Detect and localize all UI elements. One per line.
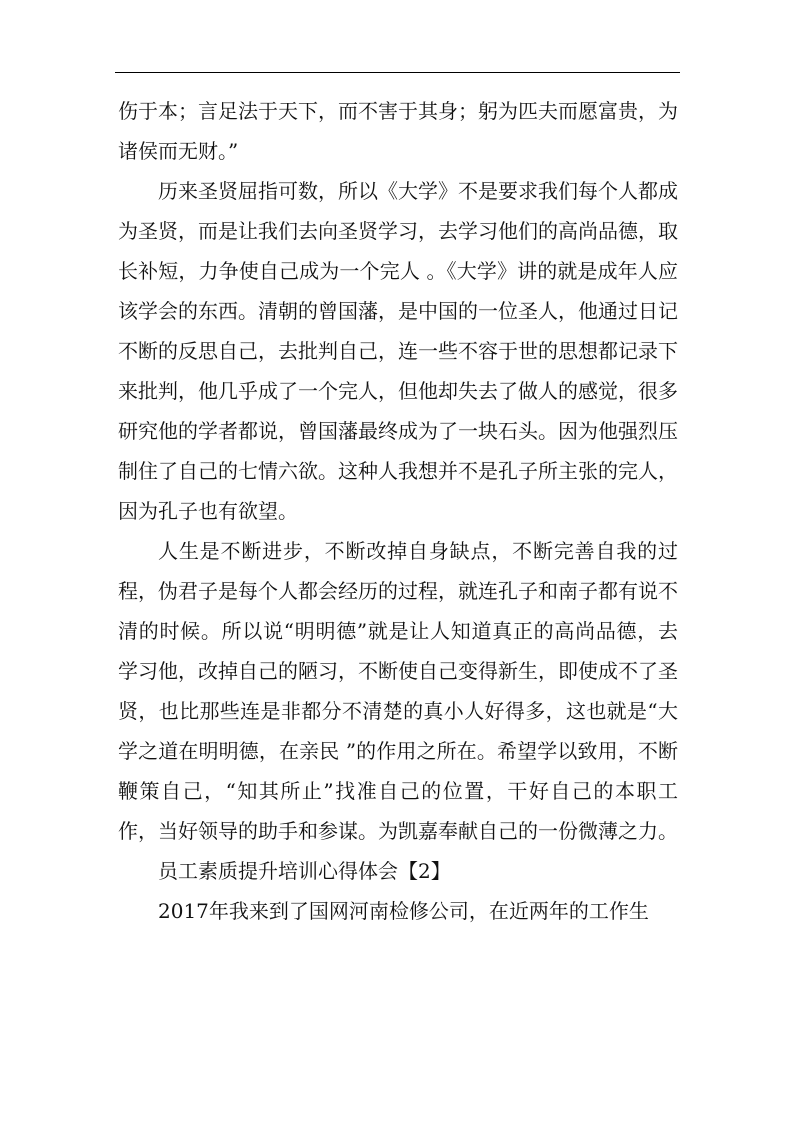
paragraph-intro-2017: 2017年我来到了国网河南检修公司，在近两年的工作生 [158, 899, 649, 923]
section-heading: 员工素质提升培训心得体会【2】 [158, 859, 451, 883]
document-body [118, 91, 678, 931]
paragraph-sages: 历来圣贤屈指可数，所以《大学》不是要求我们每个人都成为圣贤，而是让我们去向圣贤学习，去学习他们的高尚品德，取长补短，力争使自己成为一个完人 。《大学》讲的就是成年人应该学会的东西。清朝的曾国藩，是中国的一位圣人，他通过日记不断的反思自己，去批判自己，连一些不容于世的思想都记录下来批判，他几乎成了一个完人，但他却失去了做人的感觉，很多研究他的学者都说，曾国藩最终成为了一块石头。因为他强烈压制住了自己的七情六欲。这种人我想并不是孔子所主张的完人，因为孔子也有欲望。 [118, 179, 678, 523]
header-rule [115, 72, 680, 73]
paragraph-life-progress: 人生是不断进步，不断改掉自身缺点，不断完善自我的过程，伪君子是每个人都会经历的过程，就连孔子和南子都有说不清的时候。所以说“明明德”就是让人知道真正的高尚品德，去学习他，改掉自己的陋习，不断使自己变得新生，即使成不了圣贤，也比那些连是非都分不清楚的真小人好得多，这也就是“大学之道在明明德，在亲民 ”的作用之所在。希望学以致用，不断鞭策自己，“知其所止”找准自己的位置，干好自己的本职工作，当好领导的助手和参谋。为凯嘉奉献自己的一份微薄之力。 [118, 539, 678, 843]
paragraph-continuation: 伤于本；言足法于天下，而不害于其身；躬为匹夫而愿富贵，为诸侯而无财。” [118, 99, 678, 163]
